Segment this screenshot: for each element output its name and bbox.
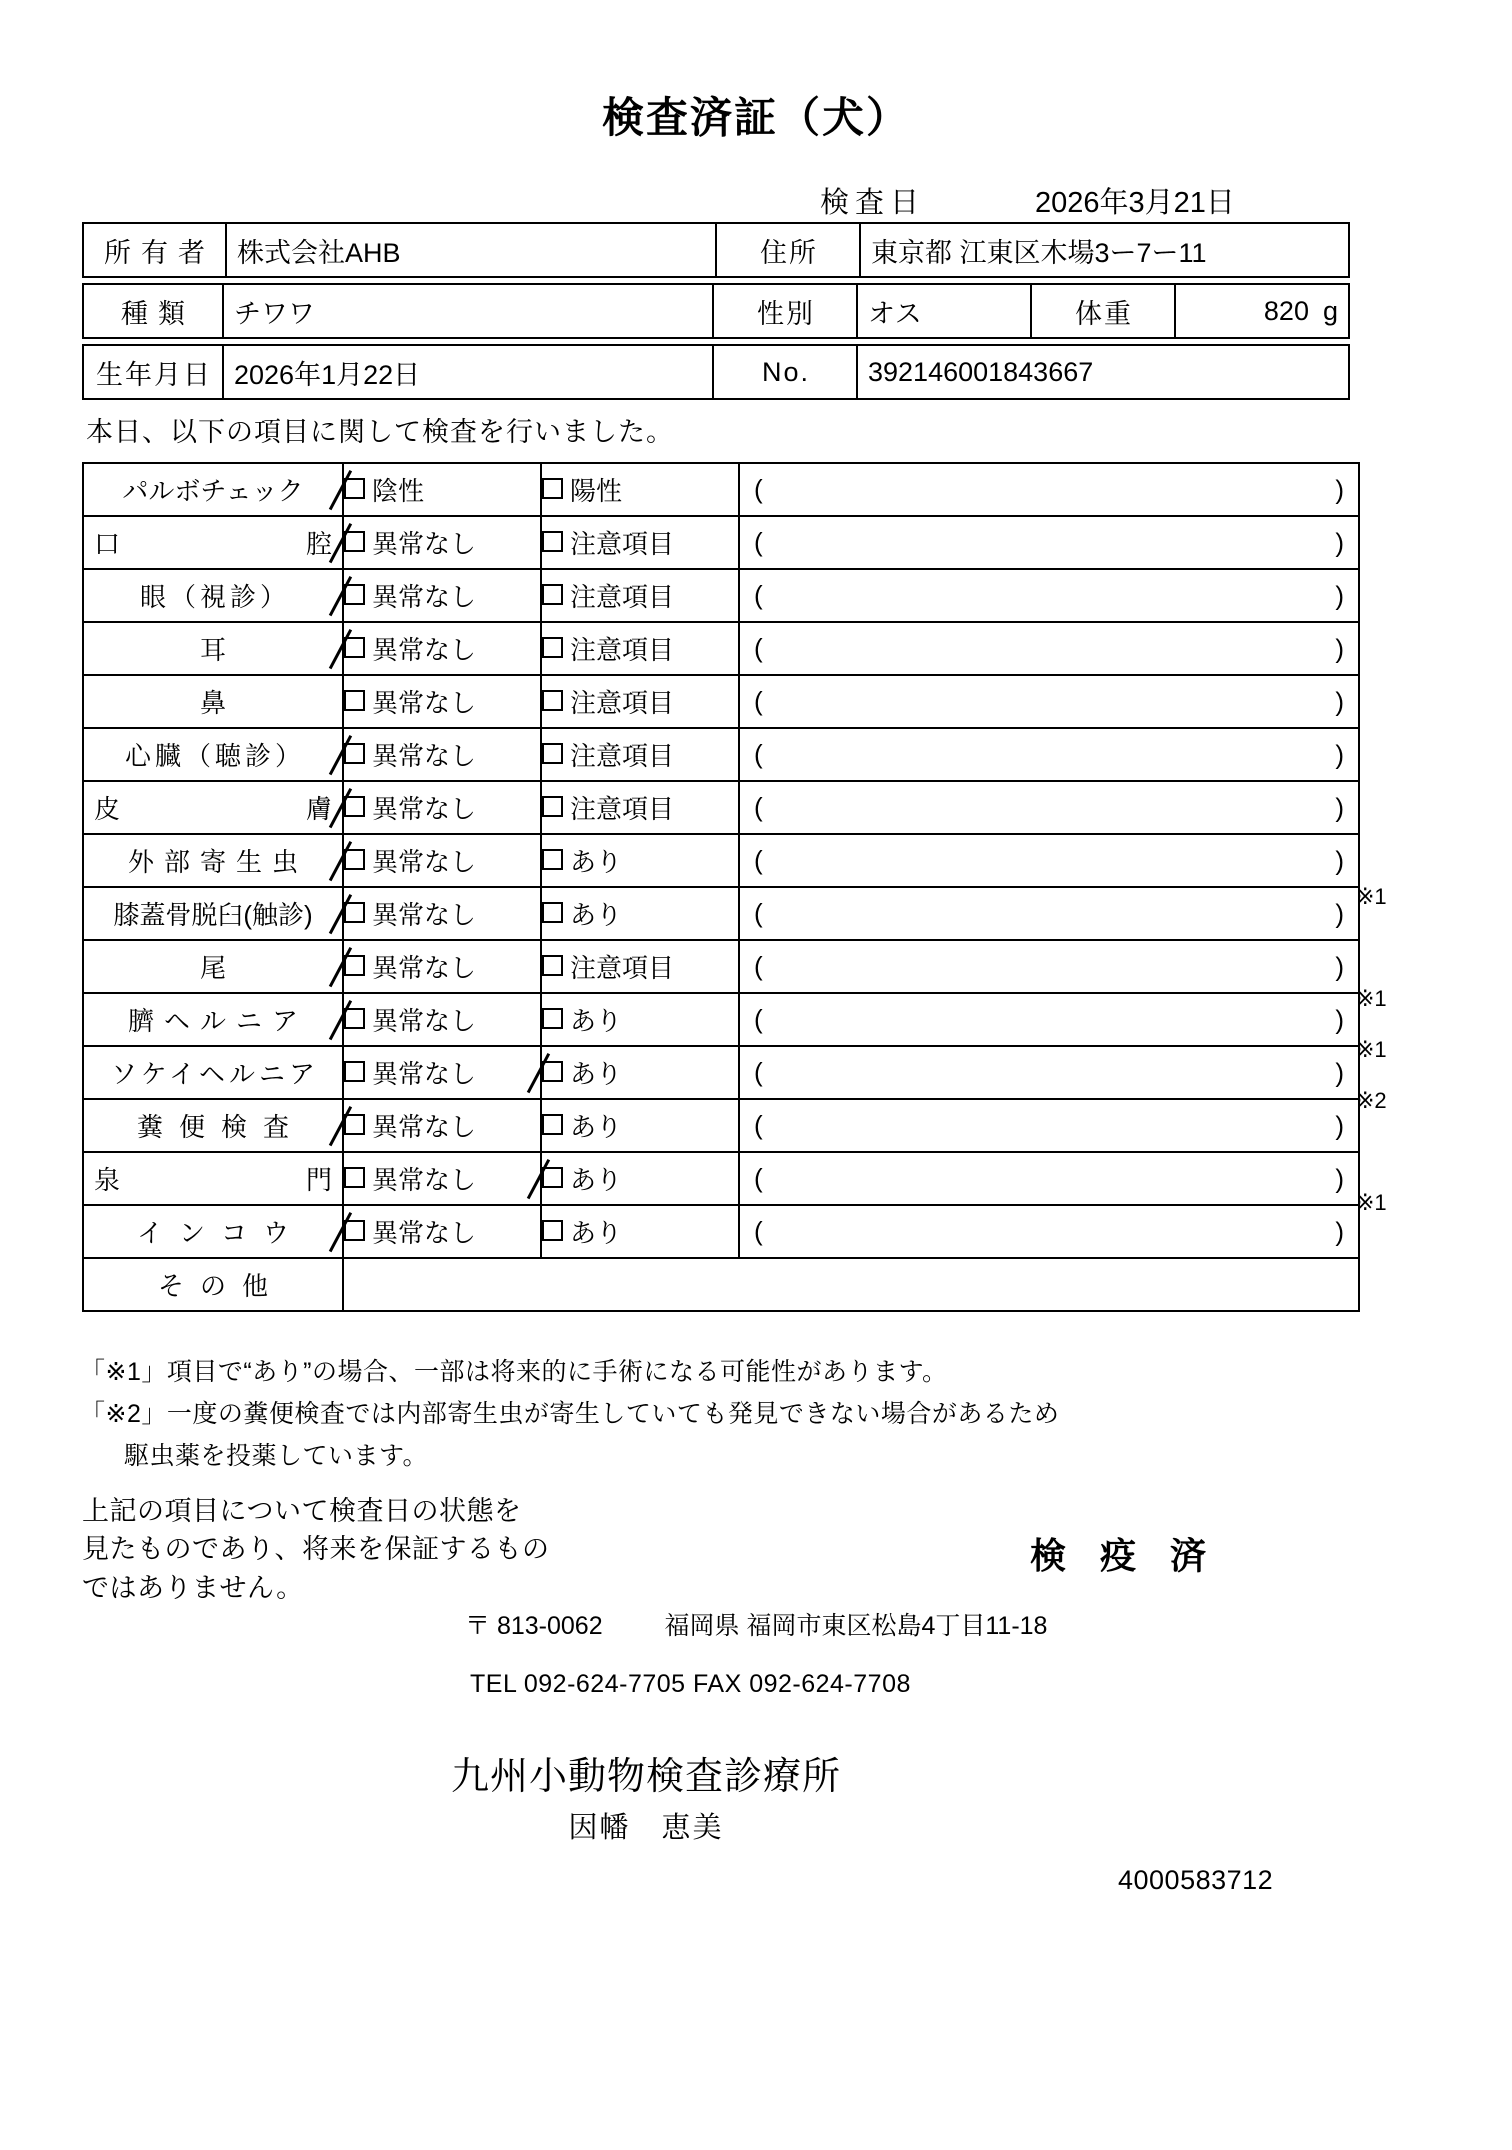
vet-name: 因幡 恵美 [568, 1812, 724, 1844]
checklist-option-abnormal[interactable] [541, 834, 739, 887]
checklist-note[interactable] [739, 675, 1359, 728]
checklist-note[interactable] [739, 1099, 1359, 1152]
clinic-address-line [465, 1606, 1047, 1642]
checklist-row-other [83, 1258, 1359, 1311]
quarantine-stamp: 検 疫 済 [1030, 1535, 1219, 1576]
checklist-row [83, 781, 1359, 834]
checklist-option-label: 注意項目 [570, 794, 675, 824]
checklist-item-name: 耳 [83, 622, 343, 675]
paren-close: ) [1335, 633, 1344, 663]
paren-close: ) [1335, 1110, 1344, 1140]
checklist-option-label: 異常なし [372, 900, 477, 930]
checkbox-icon[interactable] [344, 1220, 365, 1241]
checklist-option-abnormal[interactable] [541, 463, 739, 516]
checklist-option-label: 異常なし [372, 529, 477, 559]
checklist-option-label: 異常なし [372, 741, 477, 771]
weight-label: 体重 [1031, 284, 1175, 338]
checklist-option-abnormal[interactable] [541, 1152, 739, 1205]
checklist-item-name: 心臓（聴診） [83, 728, 343, 781]
checkbox-icon[interactable] [542, 531, 563, 552]
checklist-row [83, 1046, 1359, 1099]
checklist-option-label: 注意項目 [570, 688, 675, 718]
checkbox-icon[interactable] [542, 1008, 563, 1029]
checklist-option-label: 異常なし [372, 635, 477, 665]
disclaimer-line-3: ではありません。 [82, 1572, 304, 1603]
checklist-option-label: あり [570, 1165, 623, 1195]
paren-open: ( [754, 1110, 763, 1140]
checklist-note[interactable] [739, 781, 1359, 834]
paren-close: ) [1335, 845, 1344, 875]
no-label: No. [713, 345, 857, 399]
checkbox-icon[interactable] [344, 1008, 365, 1029]
paren-close: ) [1335, 1004, 1344, 1034]
checklist-option-label: 異常なし [372, 953, 477, 983]
checklist-option-normal[interactable] [343, 675, 541, 728]
checklist-option-label: 異常なし [372, 1165, 477, 1195]
paren-open: ( [754, 1163, 763, 1193]
checklist-row [83, 834, 1359, 887]
intro-text: 本日、以下の項目に関して検査を行いました。 [86, 417, 674, 447]
checklist-option-label: 陽性 [570, 476, 623, 506]
checklist-note[interactable] [739, 887, 1359, 940]
checkbox-icon[interactable] [542, 1061, 563, 1082]
disclaimer-line-2: 見たものであり、将来を保証するもの [82, 1534, 550, 1565]
clinic-postal: 〒 813-0062 [465, 1612, 603, 1640]
paren-close: ) [1335, 1163, 1344, 1193]
checkbox-icon[interactable] [542, 690, 563, 711]
checklist-marker: ※2 [1356, 1088, 1387, 1113]
paren-close: ) [1335, 792, 1344, 822]
checklist-row [83, 940, 1359, 993]
checklist-option-normal[interactable] [343, 887, 541, 940]
table-row [83, 345, 1349, 399]
checklist-marker: ※1 [1356, 986, 1387, 1011]
checklist-option-abnormal[interactable] [541, 728, 739, 781]
checklist-item-name: 膝蓋骨脱臼(触診) [83, 887, 343, 940]
checklist-row [83, 993, 1359, 1046]
checkbox-icon[interactable] [344, 902, 365, 923]
checkbox-icon[interactable] [542, 849, 563, 870]
checklist-option-abnormal[interactable] [541, 569, 739, 622]
paren-open: ( [754, 474, 763, 504]
owner-address-table [82, 222, 1350, 278]
other-value[interactable] [343, 1258, 1359, 1311]
checkbox-icon[interactable] [542, 637, 563, 658]
checklist-item-name: 皮 膚 [83, 781, 343, 834]
checklist-option-normal[interactable] [343, 1046, 541, 1099]
checklist-option-normal[interactable] [343, 516, 541, 569]
checklist-note[interactable] [739, 728, 1359, 781]
checkbox-icon[interactable] [542, 902, 563, 923]
checklist-option-label: 注意項目 [570, 529, 675, 559]
footnote-1: 「※1」項目で“あり”の場合、一部は将来的に手術になる可能性があります。 [80, 1358, 948, 1386]
checklist-option-normal[interactable] [343, 463, 541, 516]
checkbox-icon[interactable] [542, 1167, 563, 1188]
weight-value: 820 [1263, 295, 1309, 326]
checklist-option-normal[interactable] [343, 622, 541, 675]
checkbox-icon[interactable] [542, 743, 563, 764]
paren-open: ( [754, 633, 763, 663]
disclaimer [82, 1492, 550, 1607]
address-value: 東京都 江東区木場3ー7ー11 [860, 223, 1349, 277]
checklist-row [83, 1205, 1359, 1258]
checklist-option-label: 異常なし [372, 688, 477, 718]
disclaimer-line-1: 上記の項目について検査日の状態を [82, 1496, 522, 1526]
paren-open: ( [754, 1004, 763, 1034]
checklist-option-abnormal[interactable] [541, 622, 739, 675]
checklist-item-name: 眼（視診） [83, 569, 343, 622]
checkbox-icon[interactable] [344, 1061, 365, 1082]
paren-open: ( [754, 951, 763, 981]
checklist-row [83, 1152, 1359, 1205]
breed-label: 種類 [83, 284, 223, 338]
checklist-option-normal[interactable] [343, 728, 541, 781]
checklist-option-label: 異常なし [372, 1112, 477, 1142]
checkbox-icon[interactable] [344, 955, 365, 976]
checklist-option-normal[interactable] [343, 1152, 541, 1205]
checkbox-icon[interactable] [542, 584, 563, 605]
checklist-item-name: パルボチェック [83, 463, 343, 516]
table-row [83, 284, 1349, 338]
checkbox-icon[interactable] [542, 1220, 563, 1241]
paren-close: ) [1335, 580, 1344, 610]
table-row [83, 223, 1349, 277]
checkbox-icon[interactable] [344, 584, 365, 605]
checklist-row [83, 675, 1359, 728]
checklist-row [83, 728, 1359, 781]
breed-sex-weight-table [82, 283, 1350, 339]
checklist-option-label: 陰性 [372, 476, 425, 506]
checklist-item-name: ソケイヘルニア [83, 1046, 343, 1099]
no-value: 392146001843667 [857, 345, 1349, 399]
paren-open: ( [754, 739, 763, 769]
paren-close: ) [1335, 527, 1344, 557]
checklist-note[interactable] [739, 1205, 1359, 1258]
checklist-option-label: 異常なし [372, 1006, 477, 1036]
checklist-item-name: 尾 [83, 940, 343, 993]
birth-no-table [82, 344, 1350, 400]
checklist-option-label: 異常なし [372, 1218, 477, 1248]
weight-value-cell [1175, 284, 1349, 338]
checkbox-icon[interactable] [344, 531, 365, 552]
paren-open: ( [754, 845, 763, 875]
checklist-option-abnormal[interactable] [541, 675, 739, 728]
checkbox-icon[interactable] [344, 478, 365, 499]
checklist-table [82, 462, 1360, 1312]
sex-value: オス [857, 284, 1031, 338]
paren-close: ) [1335, 951, 1344, 981]
checklist-row [83, 569, 1359, 622]
paren-close: ) [1335, 1057, 1344, 1087]
checklist-option-label: あり [570, 1218, 623, 1248]
paren-open: ( [754, 1216, 763, 1246]
sex-label: 性別 [713, 284, 857, 338]
checklist-option-abnormal[interactable] [541, 1099, 739, 1152]
checklist-row [83, 622, 1359, 675]
checkbox-icon[interactable] [542, 478, 563, 499]
checklist-note[interactable] [739, 940, 1359, 993]
checklist-option-abnormal[interactable] [541, 1205, 739, 1258]
checklist-option-abnormal[interactable] [541, 993, 739, 1046]
exam-date-label: 検査日 [820, 187, 926, 219]
checkbox-icon[interactable] [542, 796, 563, 817]
checklist-option-label: 注意項目 [570, 953, 675, 983]
checklist-option-label: 異常なし [372, 847, 477, 877]
checklist-note[interactable] [739, 1046, 1359, 1099]
checklist-note[interactable] [739, 1152, 1359, 1205]
checkbox-icon[interactable] [344, 849, 365, 870]
checklist-note[interactable] [739, 993, 1359, 1046]
birth-value: 2026年1月22日 [223, 345, 713, 399]
checklist-option-label: 注意項目 [570, 582, 675, 612]
checklist-marker: ※1 [1356, 1037, 1387, 1062]
checklist-marker: ※1 [1356, 884, 1387, 909]
clinic-name: 九州小動物検査診療所 [450, 1756, 841, 1798]
weight-unit: g [1322, 295, 1338, 326]
checkbox-icon[interactable] [542, 955, 563, 976]
checklist-item-name: 糞便検査 [83, 1099, 343, 1152]
checkbox-icon[interactable] [344, 743, 365, 764]
checklist-option-abnormal[interactable] [541, 516, 739, 569]
checklist-row [83, 887, 1359, 940]
checklist-option-label: 異常なし [372, 794, 477, 824]
exam-date-row [820, 180, 1380, 221]
paren-close: ) [1335, 739, 1344, 769]
page-title: 検査済証（犬） [601, 94, 910, 141]
checklist-option-normal[interactable] [343, 993, 541, 1046]
checkbox-icon[interactable] [344, 796, 365, 817]
paren-close: ) [1335, 686, 1344, 716]
checkbox-icon[interactable] [344, 1167, 365, 1188]
checklist-option-normal[interactable] [343, 1099, 541, 1152]
checklist-row [83, 1099, 1359, 1152]
checklist-item-name: インコウ [83, 1205, 343, 1258]
owner-value: 株式会社AHB [226, 223, 716, 277]
checklist-option-normal[interactable] [343, 940, 541, 993]
checklist-option-normal[interactable] [343, 781, 541, 834]
checklist-option-label: 異常なし [372, 1059, 477, 1089]
checklist-item-name: 泉 門 [83, 1152, 343, 1205]
checklist-option-normal[interactable] [343, 569, 541, 622]
checklist-option-label: あり [570, 1059, 623, 1089]
checklist-option-label: 注意項目 [570, 741, 675, 771]
checkbox-icon[interactable] [344, 637, 365, 658]
checklist-option-abnormal[interactable] [541, 940, 739, 993]
footnote-2-line2: 駆虫薬を投薬しています。 [124, 1442, 429, 1470]
checklist-item-name: 外部寄生虫 [83, 834, 343, 887]
checklist-item-name: 臍ヘルニア [83, 993, 343, 1046]
checkbox-icon[interactable] [344, 1114, 365, 1135]
paren-open: ( [754, 686, 763, 716]
checklist-row [83, 516, 1359, 569]
checklist-note[interactable] [739, 834, 1359, 887]
paren-open: ( [754, 898, 763, 928]
birth-label: 生年月日 [83, 345, 223, 399]
checklist-option-label: 注意項目 [570, 635, 675, 665]
checklist-option-abnormal[interactable] [541, 887, 739, 940]
footnote-2-line1: 「※2」一度の糞便検査では内部寄生虫が寄生していても発見できない場合があるため [80, 1400, 1060, 1428]
checklist-option-label: あり [570, 1112, 623, 1142]
checklist-option-label: あり [570, 900, 623, 930]
checkbox-icon[interactable] [344, 690, 365, 711]
checklist-row [83, 463, 1359, 516]
checklist-option-abnormal[interactable] [541, 1046, 739, 1099]
checklist-option-label: 異常なし [372, 582, 477, 612]
checklist-option-label: あり [570, 1006, 623, 1036]
breed-value: チワワ [223, 284, 713, 338]
checkbox-icon[interactable] [542, 1114, 563, 1135]
paren-open: ( [754, 580, 763, 610]
checklist-note[interactable] [739, 622, 1359, 675]
checklist-option-label: あり [570, 847, 623, 877]
paren-close: ) [1335, 1216, 1344, 1246]
checklist-option-normal[interactable] [343, 1205, 541, 1258]
clinic-address: 福岡県 福岡市東区松島4丁目11-18 [664, 1612, 1048, 1640]
checklist-item-name: 鼻 [83, 675, 343, 728]
paren-open: ( [754, 527, 763, 557]
checklist-option-abnormal[interactable] [541, 781, 739, 834]
checklist-item-name: 口 腔 [83, 516, 343, 569]
checklist-note[interactable] [739, 569, 1359, 622]
address-label: 住所 [716, 223, 860, 277]
serial-number: 4000583712 [1118, 1865, 1274, 1895]
paren-open: ( [754, 792, 763, 822]
owner-label: 所有者 [83, 223, 226, 277]
paren-close: ) [1335, 474, 1344, 504]
other-label: その他 [83, 1258, 343, 1311]
checklist-note[interactable] [739, 463, 1359, 516]
clinic-tel: TEL 092-624-7705 FAX 092-624-7708 [470, 1670, 911, 1698]
paren-close: ) [1335, 898, 1344, 928]
checklist-option-normal[interactable] [343, 834, 541, 887]
exam-date-value: 2026年3月21日 [1035, 187, 1235, 219]
paren-open: ( [754, 1057, 763, 1087]
checklist-note[interactable] [739, 516, 1359, 569]
checklist-marker: ※1 [1356, 1190, 1387, 1215]
